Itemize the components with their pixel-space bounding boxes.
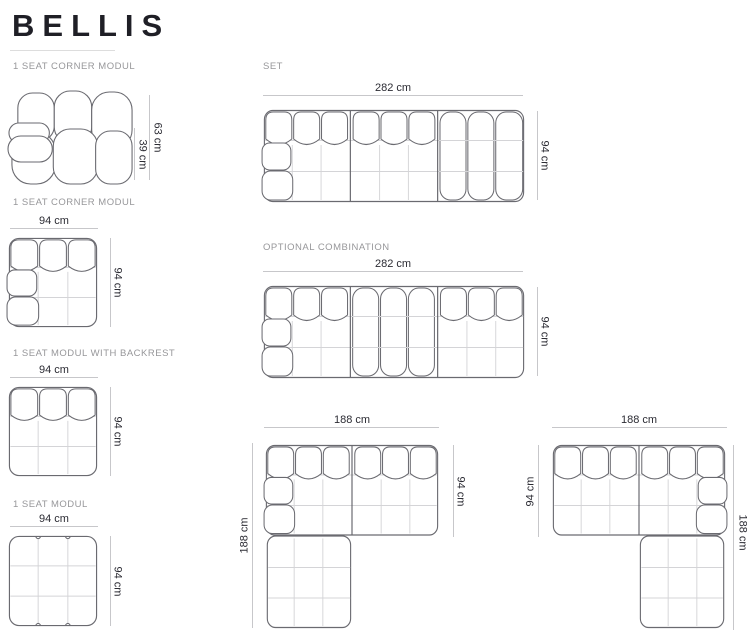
title-divider	[10, 50, 115, 51]
dimension-line	[263, 95, 523, 96]
dimension-label-width: 188 cm	[333, 414, 371, 426]
dimension-label-width: 188 cm	[620, 414, 658, 426]
dimension-label-length: 188 cm	[238, 517, 251, 554]
corner-module-front-drawing	[8, 86, 136, 186]
optional-combination-drawing	[263, 285, 525, 379]
dimension-label-depth: 94 cm	[538, 316, 551, 347]
dimension-label-depth: 94 cm	[111, 566, 124, 597]
dimension-label-total-height: 63 cm	[151, 122, 164, 153]
dimension-label-length: 188 cm	[736, 514, 749, 551]
section-label-optional: OPTIONAL COMBINATION	[263, 242, 390, 253]
dimension-label-seat-height: 39 cm	[136, 139, 149, 170]
dimension-label-depth: 94 cm	[111, 416, 124, 447]
section-label-corner-top: 1 SEAT CORNER MODUL	[13, 197, 136, 208]
dimension-line	[10, 526, 98, 527]
dimension-label-width: 94 cm	[39, 513, 69, 525]
page-title: BELLIS	[12, 8, 171, 43]
dimension-line	[552, 427, 727, 428]
seat-module-drawing	[8, 535, 98, 627]
dimension-line	[264, 427, 439, 428]
dimension-label-width: 94 cm	[39, 215, 69, 227]
dimension-label-depth: 94 cm	[454, 476, 467, 507]
set-drawing	[263, 109, 525, 203]
seat-backrest-module-drawing	[8, 386, 98, 477]
l-shape-left-drawing	[265, 444, 439, 629]
section-label-set: SET	[263, 61, 283, 72]
l-shape-right-drawing	[552, 444, 726, 629]
dimension-line	[538, 445, 539, 537]
dimension-line	[252, 443, 253, 628]
dimension-line	[733, 445, 734, 630]
dimension-line	[10, 377, 98, 378]
section-label-seat-backrest: 1 SEAT MODUL WITH BACKREST	[13, 348, 176, 359]
section-label-corner-front: 1 SEAT CORNER MODUL	[13, 61, 136, 72]
dimension-label-width: 282 cm	[374, 258, 412, 270]
dimension-label-depth: 94 cm	[538, 140, 551, 171]
dimension-label-width: 282 cm	[374, 82, 412, 94]
dimension-line	[263, 271, 523, 272]
corner-module-top-drawing	[8, 237, 98, 328]
dimension-label-depth: 94 cm	[524, 476, 537, 507]
dimension-label-depth: 94 cm	[111, 267, 124, 298]
dimension-label-width: 94 cm	[39, 364, 69, 376]
section-label-seat: 1 SEAT MODUL	[13, 499, 88, 510]
dimension-line	[10, 228, 98, 229]
